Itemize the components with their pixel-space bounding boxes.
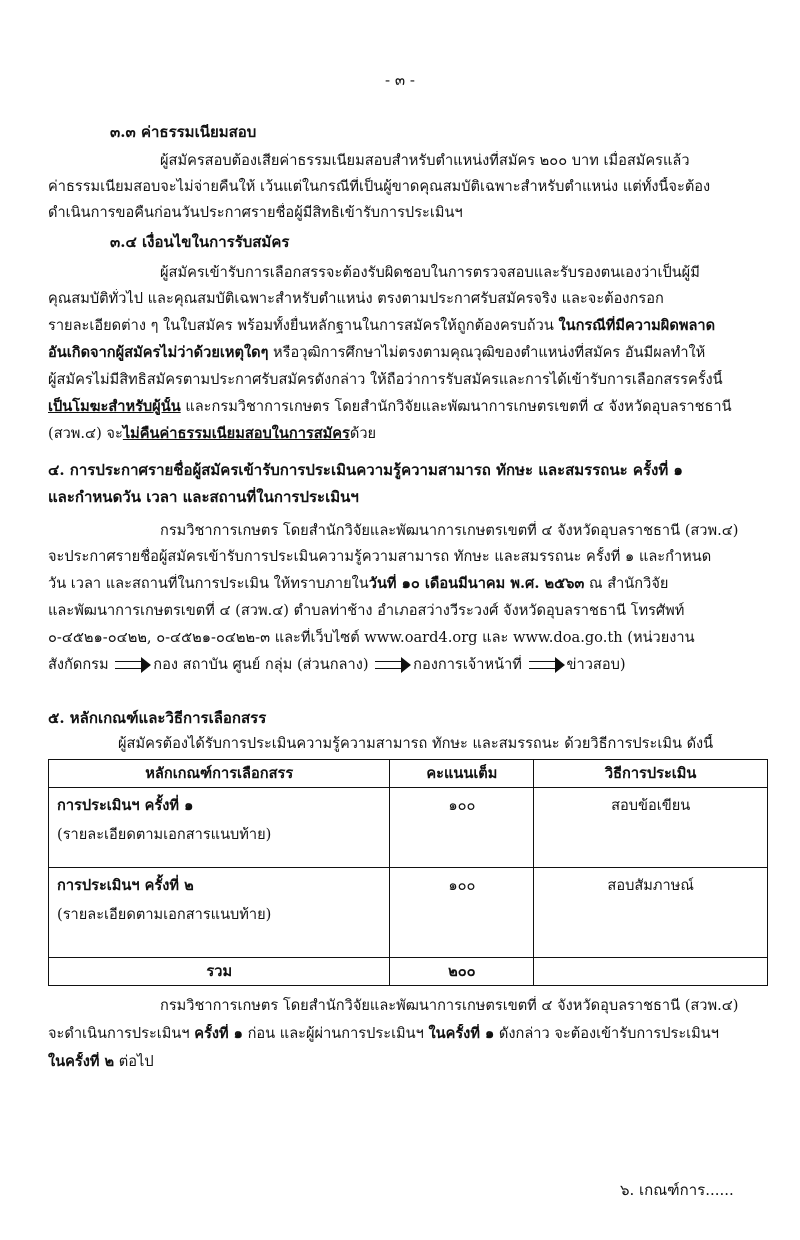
section-4-heading: และกำหนดวัน เวลา และสถานที่ในการประเมินฯ <box>48 488 359 506</box>
criterion-detail: (รายละเอียดตามเอกสารแนบท้าย) <box>57 826 272 843</box>
table-cell <box>390 868 534 958</box>
right-arrow-icon <box>375 660 411 670</box>
table-cell <box>534 958 768 986</box>
table-cell <box>390 788 534 868</box>
section-5-paragraph: กรมวิชาการเกษตร โดยสำนักวิจัยและพัฒนาการเกษตรเขตที่ ๔ จังหวัดอุบลราชธานี (สวพ.๔) <box>160 997 739 1014</box>
table-cell <box>49 868 390 958</box>
table-row <box>49 868 768 958</box>
method-value: สอบข้อเขียน <box>611 797 691 814</box>
section-3-3-line: ผู้สมัครสอบต้องเสียค่าธรรมเนียมสอบสำหรับตำแหน่งที่สมัคร ๒๐๐ บาท เมื่อสมัครแล้ว <box>160 152 690 169</box>
section-3-4-heading: ๓.๔ เงื่อนไขในการรับสมัคร <box>110 233 290 251</box>
section-4-line: จะประกาศรายชื่อผู้สมัครเข้ารับการประเมินความรู้ความสามารถ ทักษะ และสมรรถนะ ครั้งที่ ๑ และกำหนด <box>48 548 712 565</box>
next-section-continuation: ๖. เกณฑ์การ...... <box>620 1181 734 1199</box>
section-4-line: สังกัดกรม กอง สถาบัน ศูนย์ กลุ่ม (ส่วนกลาง) กองการเจ้าหน้าที่ ข่าวสอบ) <box>48 656 626 673</box>
criterion-detail: (รายละเอียดตามเอกสารแนบท้าย) <box>57 906 272 923</box>
table-row <box>49 788 768 868</box>
page-number: - ๓ - <box>385 71 415 89</box>
score-value: ๑๐๐ <box>448 877 476 894</box>
table-header: คะแนนเต็ม <box>390 760 534 788</box>
criteria-table <box>48 759 768 986</box>
section-3-4-line: อันเกิดจากผู้สมัครไม่ว่าด้วยเหตุใดๆ หรือวุฒิการศึกษาไม่ตรงตามคุณวุฒิของตำแหน่งที่สมัคร อันมีผลทำให้ <box>48 344 706 361</box>
section-5-paragraph: จะดำเนินการประเมินฯ ครั้งที่ ๑ ก่อน และผู้ผ่านการประเมินฯ ในครั้งที่ ๑ ดังกล่าว จะต้องเข้ารับการประเมินฯ <box>48 1025 719 1042</box>
section-3-3-line: ค่าธรรมเนียมสอบจะไม่จ่ายคืนให้ เว้นแต่ในกรณีที่เป็นผู้ขาดคุณสมบัติเฉพาะสำหรับตำแหน่ง แต่ทั้งนี้จะต้อง <box>48 178 711 195</box>
score-value: ๑๐๐ <box>448 797 476 814</box>
right-arrow-icon <box>529 660 565 670</box>
right-arrow-icon <box>115 660 151 670</box>
table-header-row <box>49 760 768 788</box>
table-cell <box>534 788 768 868</box>
criterion-name: การประเมินฯ ครั้งที่ ๑ <box>57 797 194 814</box>
section-3-4-line: รายละเอียดต่าง ๆ ในใบสมัคร พร้อมทั้งยื่นหลักฐานในการสมัครให้ถูกต้องครบถ้วน ในกรณีที่มีความผิดพลาด <box>48 317 716 334</box>
method-value: สอบสัมภาษณ์ <box>607 877 694 894</box>
total-score: ๒๐๐ <box>390 958 534 986</box>
section-4-line: ๐-๔๕๒๑-๐๔๒๒, ๐-๔๕๒๑-๐๔๒๒-๓ และที่เว็บไซต์ www.oard4.org และ www.doa.go.th (หน่วยงาน <box>48 629 695 646</box>
table-total-row <box>49 958 768 986</box>
section-3-4-line: ผู้สมัครไม่มีสิทธิสมัครตามประกาศรับสมัครดังกล่าว ให้ถือว่าการรับสมัครและการได้เข้ารับการเลือกสรรครั้งนี้ <box>48 371 723 388</box>
section-4-line: และพัฒนาการเกษตรเขตที่ ๔ (สวพ.๔) ตำบลท่าช้าง อำเภอสว่างวีระวงศ์ จังหวัดอุบลราชธานี โทรศัพท์ <box>48 602 685 619</box>
section-4-line: วัน เวลา และสถานที่ในการประเมิน ให้ทราบภายในวันที่ ๑๐ เดือนมีนาคม พ.ศ. ๒๕๖๓ ณ สำนักวิจัย <box>48 575 669 592</box>
section-5-intro: ผู้สมัครต้องได้รับการประเมินความรู้ความสามารถ ทักษะ และสมรรถนะ ด้วยวิธีการประเมิน ดังนี้ <box>118 735 714 752</box>
section-4-line: กรมวิชาการเกษตร โดยสำนักวิจัยและพัฒนาการเกษตรเขตที่ ๔ จังหวัดอุบลราชธานี (สวพ.๔) <box>160 522 739 539</box>
section-5-heading: ๕. หลักเกณฑ์และวิธีการเลือกสรร <box>48 709 267 727</box>
section-3-3-heading: ๓.๓ ค่าธรรมเนียมสอบ <box>110 123 257 141</box>
section-3-3-line: ดำเนินการขอคืนก่อนวันประกาศรายชื่อผู้มีสิทธิเข้ารับการประเมินฯ <box>48 204 463 221</box>
section-4-heading: ๔. การประกาศรายชื่อผู้สมัครเข้ารับการประเมินความรู้ความสามารถ ทักษะ และสมรรถนะ ครั้งที่ ๑ <box>48 461 683 479</box>
section-3-4-line: เป็นโมฆะสำหรับผู้นั้น และกรมวิชาการเกษตร โดยสำนักวิจัยและพัฒนาการเกษตรเขตที่ ๔ จังหวัดอุบลราชธานี <box>48 398 732 415</box>
section-3-4-line: คุณสมบัติทั่วไป และคุณสมบัติเฉพาะสำหรับตำแหน่ง ตรงตามประกาศรับสมัครจริง และจะต้องกรอก <box>48 290 664 307</box>
table-header: วิธีการประเมิน <box>534 760 768 788</box>
table-cell <box>534 868 768 958</box>
total-label: รวม <box>49 958 390 986</box>
table-header: หลักเกณฑ์การเลือกสรร <box>49 760 390 788</box>
table-cell <box>49 788 390 868</box>
section-3-4-line: ผู้สมัครเข้ารับการเลือกสรรจะต้องรับผิดชอบในการตรวจสอบและรับรองตนเองว่าเป็นผู้มี <box>160 264 700 281</box>
criterion-name: การประเมินฯ ครั้งที่ ๒ <box>57 877 194 894</box>
section-3-4-line: (สวพ.๔) จะไม่คืนค่าธรรมเนียมสอบในการสมัครด้วย <box>48 425 377 442</box>
section-5-paragraph: ในครั้งที่ ๒ ต่อไป <box>48 1053 154 1070</box>
